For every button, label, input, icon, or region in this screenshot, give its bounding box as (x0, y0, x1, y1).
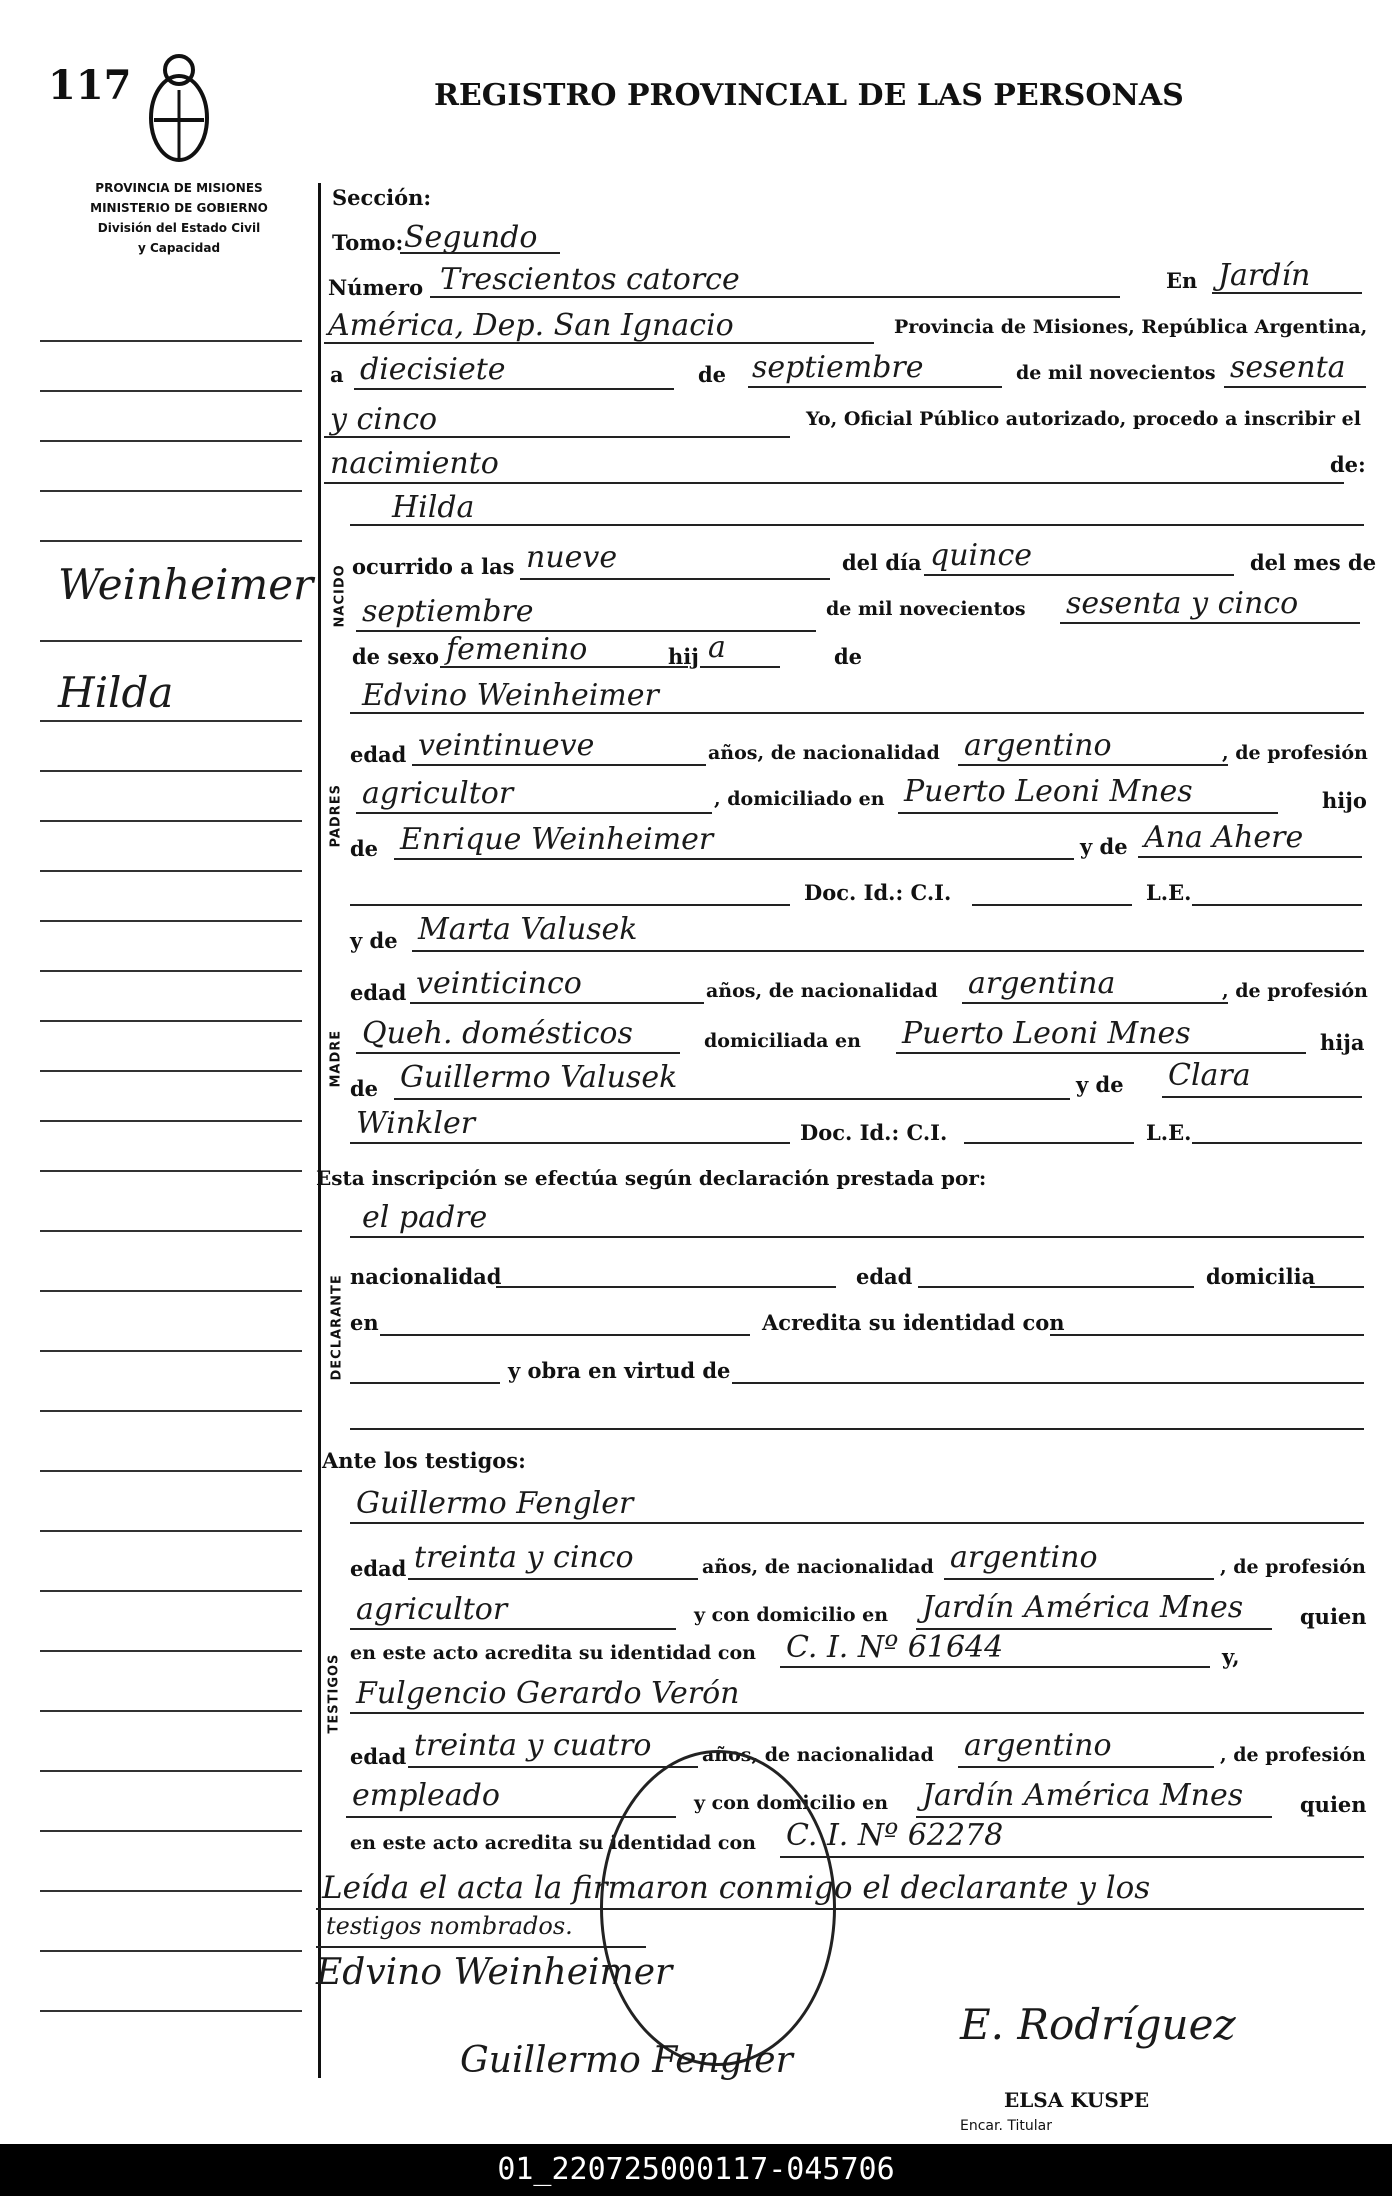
declarante-en-label: en (350, 1310, 379, 1335)
declarante-acredita-label: Acredita su identidad con (762, 1310, 1065, 1335)
padre-edad-label: edad (350, 742, 407, 767)
margin-name: Hilda (58, 668, 174, 717)
abuela-value: Ana Ahere (1144, 820, 1304, 855)
nacido-mes-value: septiembre (362, 594, 534, 629)
cierre-line-1: Leída el acta la firmaron conmigo el declarante y los (322, 1870, 1151, 1906)
testigo1-dom-value: Jardín América Mnes (922, 1590, 1244, 1625)
t2-acredita-label: en este acto acredita su identidad con (350, 1832, 756, 1854)
padre-de-label: de (350, 836, 379, 861)
declarante-nac-label: nacionalidad (350, 1264, 502, 1289)
testigos-intro: Ante los testigos: (322, 1448, 526, 1473)
a-label: a (330, 362, 344, 387)
testigo1-prof-value: agricultor (356, 1592, 508, 1627)
abuelo-materno-value: Guillermo Valusek (400, 1060, 678, 1095)
padres-section-label: PADRES (328, 784, 344, 848)
madre-hija-label: hija (1320, 1030, 1365, 1055)
lugar-value: América, Dep. San Ignacio (328, 308, 734, 343)
declarante-obra-label: y obra en virtud de (508, 1358, 731, 1383)
t2-dom-label: y con domicilio en (694, 1792, 889, 1814)
oficial-label: Yo, Oficial Público autorizado, procedo a inscribir el (806, 408, 1361, 430)
t1-acredita-label: en este acto acredita su identidad con (350, 1642, 756, 1664)
nacido-section-label: NACIDO (332, 564, 348, 628)
seccion-label: Sección: (332, 185, 432, 210)
dia-value: diecisiete (360, 352, 506, 387)
testigo2-edad-value: treinta y cuatro (414, 1728, 652, 1763)
de2-label: de: (1330, 452, 1366, 477)
form-divider (318, 183, 321, 2078)
padre-dom-value: Puerto Leoni Mnes (904, 774, 1193, 809)
abuela-materna-value-2: Winkler (356, 1106, 476, 1141)
testigo1-doc-value: C. I. Nº 61644 (786, 1630, 1004, 1665)
madre-anios-label: años, de nacionalidad (706, 980, 938, 1002)
madre-le-label: L.E. (1146, 1120, 1192, 1145)
record-number: 117 (48, 62, 132, 109)
padre-prof-value: agricultor (362, 776, 514, 811)
page-title: REGISTRO PROVINCIAL DE LAS PERSONAS (434, 78, 1184, 113)
nacido-de-label: de (834, 644, 863, 669)
tomo-value: Segundo (404, 220, 538, 255)
t1-anios-label: años, de nacionalidad (702, 1556, 934, 1578)
coat-of-arms-icon (146, 48, 212, 172)
madre-dom-value: Puerto Leoni Mnes (902, 1016, 1191, 1051)
hora-value: nueve (526, 540, 618, 575)
office-heading (52, 178, 306, 258)
madre-yde2-label: y de (1076, 1072, 1124, 1097)
testigo2-doc-value: C. I. Nº 62278 (786, 1818, 1004, 1853)
t1-prof-label: , de profesión (1220, 1556, 1366, 1578)
office-line: División del Estado Civil (97, 221, 261, 235)
hij-value: a (708, 630, 726, 665)
t1-edad-label: edad (350, 1556, 407, 1581)
sexo-label: de sexo (352, 644, 440, 669)
office-line: MINISTERIO DE GOBIERNO (90, 201, 268, 215)
madre-yde-label: y de (350, 928, 398, 953)
de-label: de (698, 362, 727, 387)
provincia-label: Provincia de Misiones, República Argentina, (894, 316, 1368, 338)
en-value: Jardín (1218, 258, 1311, 293)
acto-value: nacimiento (330, 446, 499, 481)
padre-nac-value: argentino (964, 728, 1112, 763)
abuelo-value: Enrique Weinheimer (400, 822, 714, 857)
madre-section-label: MADRE (328, 1029, 344, 1088)
nacido-dia-value: quince (930, 538, 1032, 573)
anio2-value: y cinco (330, 402, 438, 437)
declarante-intro: Esta inscripción se efectúa según declaración prestada por: (316, 1166, 987, 1190)
padre-edad-value: veintinueve (418, 728, 595, 763)
madre-edad-value: veinticinco (416, 966, 582, 1001)
madre-edad-label: edad (350, 980, 407, 1005)
cierre-line-2: testigos nombrados. (326, 1912, 573, 1940)
declarante-edad-label: edad (856, 1264, 913, 1289)
madre-doc-label: Doc. Id.: C.I. (800, 1120, 948, 1145)
abuela-materna-value: Clara (1168, 1058, 1251, 1093)
padre-doc-label: Doc. Id.: C.I. (804, 880, 952, 905)
madre-prof-label: , de profesión (1222, 980, 1368, 1002)
testigo2-nac-value: argentino (964, 1728, 1112, 1763)
document-id-footer: 01_220725000117-045706 (0, 2144, 1392, 2196)
anio-value: sesenta (1230, 350, 1346, 385)
t2-anios-label: años, de nacionalidad (702, 1744, 934, 1766)
firma-testigo: Guillermo Fengler (460, 2040, 793, 2081)
madre-de-label: de (350, 1076, 379, 1101)
nacido-mil-label: de mil novecientos (826, 598, 1026, 620)
nacido-anio-value: sesenta y cinco (1066, 586, 1299, 621)
madre-nac-value: argentina (968, 966, 1116, 1001)
office-line: y Capacidad (137, 241, 221, 255)
t1-y-label: y, (1222, 1644, 1240, 1669)
testigo1-nac-value: argentino (950, 1540, 1098, 1575)
padre-hijo-label: hijo (1322, 788, 1367, 813)
mes-value: septiembre (752, 350, 924, 385)
oficial-nombre: ELSA KUSPE (1004, 2088, 1150, 2112)
madre-nombre-value: Marta Valusek (418, 912, 638, 947)
declarante-section-label: DECLARANTE (329, 1274, 345, 1381)
sexo-value: femenino (446, 632, 588, 667)
nombre-value: Hilda (392, 490, 475, 525)
ocurrido-label: ocurrido a las (352, 554, 515, 579)
mil-label: de mil novecientos (1016, 362, 1216, 384)
padre-le-label: L.E. (1146, 880, 1192, 905)
padre-nombre-value: Edvino Weinheimer (362, 678, 659, 713)
t2-prof-label: , de profesión (1220, 1744, 1366, 1766)
t2-edad-label: edad (350, 1744, 407, 1769)
numero-label: Número (328, 275, 424, 300)
official-seal-icon (600, 1750, 836, 2066)
testigo1-nombre-value: Guillermo Fengler (356, 1486, 634, 1521)
office-line: PROVINCIA DE MISIONES (95, 181, 263, 195)
padre-anios-label: años, de nacionalidad (708, 742, 940, 764)
en-label: En (1166, 268, 1198, 293)
testigos-section-label: TESTIGOS (326, 1653, 342, 1734)
padre-dom-label: , domiciliado en (714, 788, 885, 810)
deldia-label: del día (842, 550, 922, 575)
declarante-dom-label: domicilia (1206, 1264, 1316, 1289)
testigo1-edad-value: treinta y cinco (414, 1540, 634, 1575)
padre-prof-label: , de profesión (1222, 742, 1368, 764)
t2-quien-label: quien (1300, 1792, 1367, 1817)
madre-prof-value: Queh. domésticos (362, 1016, 633, 1051)
testigo2-prof-value: empleado (352, 1778, 500, 1813)
madre-dom-label: domiciliada en (704, 1030, 861, 1052)
oficial-cargo: Encar. Titular (960, 2118, 1052, 2134)
padre-yde-label: y de (1080, 834, 1128, 859)
firma-oficial: E. Rodríguez (960, 2000, 1236, 2049)
tomo-label: Tomo: (332, 230, 404, 255)
margin-surname: Weinheimer (58, 560, 314, 609)
t1-quien-label: quien (1300, 1604, 1367, 1629)
testigo2-dom-value: Jardín América Mnes (922, 1778, 1244, 1813)
testigo2-nombre-value: Fulgencio Gerardo Verón (356, 1676, 740, 1711)
firma-declarante: Edvino Weinheimer (316, 1952, 673, 1993)
numero-value: Trescientos catorce (440, 262, 740, 297)
t1-dom-label: y con domicilio en (694, 1604, 889, 1626)
hij-label: hij (668, 644, 699, 669)
declarante-value: el padre (362, 1200, 488, 1235)
delmes-label: del mes de (1250, 550, 1377, 575)
